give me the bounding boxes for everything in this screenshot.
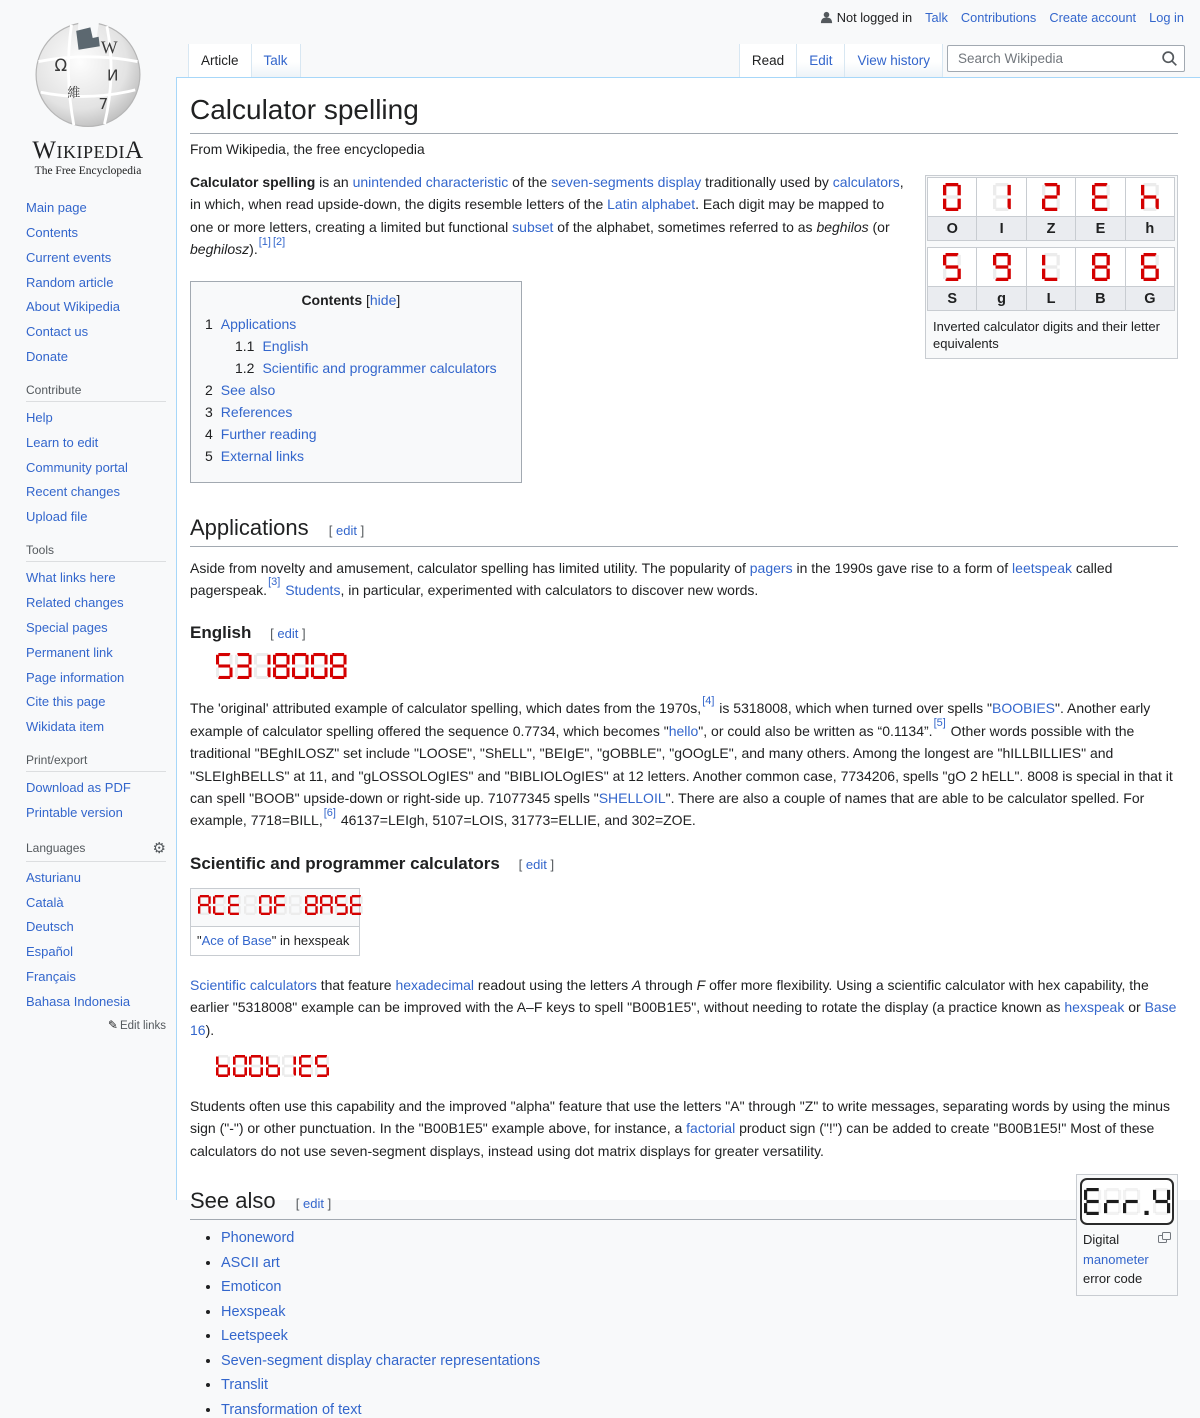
- wikipedia-globe-icon: [29, 12, 147, 130]
- see-also-link-seven-segment-display-character-representations[interactable]: Seven-segment display character representations: [221, 1352, 541, 1369]
- list-item: [221, 1230, 1178, 1246]
- ace-of-base-caption: "Ace of Base" in hexspeak: [191, 927, 359, 955]
- edit-link-scientific[interactable]: [ edit ]: [518, 856, 555, 872]
- segment-digit-cell: [1125, 177, 1175, 217]
- sidebar-section-print-export: [26, 753, 166, 823]
- sidebar-item-about-wikipedia[interactable]: About Wikipedia: [26, 299, 120, 315]
- inline-link[interactable]: pagers: [749, 559, 793, 576]
- sidebar-section-main: [26, 199, 166, 367]
- manometer-caption: Digital manometer error code: [1080, 1225, 1174, 1292]
- sidebar-section-contribute: [26, 383, 166, 527]
- footnote-ref[interactable]: [4]: [702, 694, 715, 707]
- letter-cell: g: [976, 286, 1026, 311]
- wikipedia-tagline: The Free Encyclopedia: [34, 165, 142, 177]
- tab-view-history[interactable]: View history: [844, 44, 943, 78]
- segment-digit-cell: [1026, 177, 1076, 217]
- heading-english: English [ edit ]: [190, 623, 306, 643]
- see-also-link-emoticon[interactable]: Emoticon: [221, 1279, 282, 1296]
- toc-item[interactable]: 3 References: [205, 403, 293, 420]
- toc-item[interactable]: 2 See also: [205, 381, 276, 398]
- sidebar-item-learn-to-edit[interactable]: Learn to edit: [26, 434, 99, 450]
- see-also-link-hexspeak[interactable]: Hexspeak: [221, 1303, 286, 1320]
- inline-link[interactable]: hexadecimal: [395, 976, 475, 993]
- footnote-ref[interactable]: [2]: [272, 235, 286, 248]
- inline-link[interactable]: hello: [668, 722, 699, 739]
- inline-link[interactable]: hexspeak: [1064, 999, 1125, 1016]
- see-also-link-translit[interactable]: Translit: [221, 1377, 268, 1394]
- edit-link-english[interactable]: [ edit ]: [270, 626, 306, 642]
- segment-digit-cell: [976, 177, 1026, 217]
- scientific-paragraph-1: Scientific calculators that feature hexadecimal readout using the letters A through F offer more flexibility. Using a scientific calculator with hex capability, the earlier "5318008" example can be improved with the A–F keys to spell "B00B1E5", without needing to rotate the display (a practice known as hexspeak or Base 16).: [190, 976, 1177, 1038]
- digit-table-caption: Inverted calculator digits and their letter equivalents: [933, 319, 1160, 352]
- list-item: [221, 1353, 1178, 1369]
- edit-link-applications[interactable]: [ edit ]: [328, 522, 365, 538]
- inline-link[interactable]: calculators: [832, 174, 900, 190]
- heading-scientific: Scientific and programmer calculators [ edit ]: [190, 853, 555, 873]
- edit-interlanguage-links[interactable]: ✎ Edit links: [107, 1017, 166, 1032]
- scientific-paragraph-2: Students often use this capability and the improved "alpha" feature that use the letters "A" through "Z" to write messages, separating words by using the minus sign ("-") or other punctuation. In the "B00B1E5" example above, for instance, a factorial product sign ("!") can be added to create "B00B1E5!" Most of these calculators do not use seven-segment displays, instead using dot matrix displays for greater versatility.: [190, 1098, 1171, 1159]
- inline-link[interactable]: SHELLOIL: [598, 789, 666, 806]
- list-item: [221, 1279, 1178, 1295]
- sidebar-item-catal-[interactable]: Català: [26, 894, 64, 910]
- segment-digit-cell: [1075, 247, 1125, 287]
- namespace-tabs: [188, 44, 301, 78]
- segment-digit-cell: [1075, 177, 1125, 217]
- letter-cell: B: [1075, 286, 1125, 311]
- segment-digit-cell: [1125, 247, 1175, 287]
- sidebar-item-fran-ais[interactable]: Français: [26, 969, 76, 985]
- user-status: Not logged in: [820, 10, 912, 25]
- personal-link-talk[interactable]: Talk: [925, 10, 948, 25]
- list-item: [221, 1304, 1178, 1320]
- toc-item[interactable]: 4 Further reading: [205, 425, 317, 442]
- sidebar-item-special-pages[interactable]: Special pages: [26, 619, 108, 635]
- letter-cell: I: [976, 216, 1026, 241]
- site-subtitle: From Wikipedia, the free encyclopedia: [190, 142, 425, 157]
- footnote-ref[interactable]: [5]: [933, 717, 946, 730]
- footnote-ref[interactable]: [6]: [323, 806, 336, 819]
- heading-see-also: See also [ edit ]: [190, 1188, 1178, 1220]
- inline-link[interactable]: Students: [285, 581, 341, 598]
- toc-item[interactable]: 1 Applications: [205, 315, 297, 332]
- segment-display-ace-of-base: [198, 895, 363, 915]
- personal-link-create-account[interactable]: Create account: [1049, 10, 1137, 25]
- letter-cell: L: [1026, 286, 1076, 311]
- toc-item[interactable]: 1.1 English: [235, 337, 309, 354]
- segment-display-b00b1e5: [216, 1055, 329, 1077]
- article-content: [176, 77, 1200, 1418]
- inline-link[interactable]: Ace of Base: [201, 932, 272, 948]
- page-title: Calculator spelling: [190, 94, 1178, 134]
- sidebar-item-current-events[interactable]: Current events: [26, 249, 112, 265]
- svg-text:Ω: Ω: [54, 55, 68, 75]
- search-box: [947, 45, 1185, 72]
- edit-link-see-also[interactable]: [ edit ]: [295, 1196, 332, 1212]
- list-item: [221, 1402, 1178, 1418]
- inline-link[interactable]: Latin alphabet: [607, 196, 696, 213]
- inline-link[interactable]: Base 16: [190, 999, 1177, 1038]
- sidebar-section-title: Contribute: [26, 382, 82, 397]
- footnote-ref[interactable]: [3]: [268, 576, 281, 589]
- footnote-ref[interactable]: [1]: [258, 235, 271, 248]
- letter-cell: G: [1125, 286, 1175, 311]
- inline-link[interactable]: factorial: [686, 1120, 736, 1137]
- segment-digit-cell: [976, 247, 1026, 287]
- sidebar: [0, 0, 176, 1200]
- inline-link[interactable]: unintended characteristic: [352, 174, 509, 190]
- applications-paragraph: Aside from novelty and amusement, calculator spelling has limited utility. The popularity of pagers in the 1990s gave rise to a form of leetspeak called pagerspeak.[3] Students, in particular, experimented with calculators to discover new words.: [190, 559, 1113, 598]
- tab-talk[interactable]: Talk: [251, 44, 301, 78]
- manometer-lcd-image: [1080, 1178, 1174, 1225]
- letter-cell: O: [927, 216, 977, 241]
- sidebar-item-asturianu[interactable]: Asturianu: [26, 869, 81, 885]
- segment-digit-cell: [927, 247, 977, 287]
- sidebar-item-community-portal[interactable]: Community portal: [26, 459, 128, 475]
- heading-applications: Applications [ edit ]: [190, 515, 1178, 547]
- sidebar-item-page-information[interactable]: Page information: [26, 669, 125, 685]
- search-icon[interactable]: [1161, 50, 1178, 67]
- personal-link-contributions[interactable]: Contributions: [960, 10, 1037, 25]
- sidebar-item-espa-ol[interactable]: Español: [26, 944, 73, 960]
- tab-edit[interactable]: Edit: [796, 44, 844, 78]
- toc-item[interactable]: 5 External links: [205, 447, 305, 464]
- sidebar-item-main-page[interactable]: Main page: [26, 200, 87, 215]
- list-item: [221, 1255, 1178, 1271]
- see-also-list: [190, 1230, 1178, 1418]
- sidebar-item-wikidata-item[interactable]: Wikidata item: [26, 719, 105, 735]
- toc-hide-toggle[interactable]: [hide]: [366, 291, 401, 308]
- svg-text:7: 7: [98, 94, 109, 113]
- sidebar-item-upload-file[interactable]: Upload file: [26, 509, 88, 525]
- table-of-contents: [190, 281, 522, 483]
- personal-link-log-in[interactable]: Log in: [1149, 10, 1184, 25]
- enlarge-icon[interactable]: [1158, 1232, 1171, 1244]
- see-also-link-transformation-of-text[interactable]: Transformation of text: [221, 1401, 362, 1418]
- segment-display-5318008: [216, 653, 347, 679]
- inline-link[interactable]: seven-segments display: [551, 174, 702, 190]
- page-header: [176, 0, 1200, 77]
- search-input[interactable]: [956, 50, 1161, 67]
- sidebar-item-cite-this-page[interactable]: Cite this page: [26, 694, 106, 710]
- sidebar-item-help[interactable]: Help: [26, 409, 53, 425]
- see-also-link-ascii-art[interactable]: ASCII art: [221, 1254, 280, 1271]
- see-also-link-phoneword[interactable]: Phoneword: [221, 1230, 295, 1247]
- sidebar-item-download-as-pdf[interactable]: Download as PDF: [26, 780, 131, 796]
- sidebar-item-what-links-here[interactable]: What links here: [26, 570, 116, 586]
- sidebar-section-tools: [26, 543, 166, 737]
- inline-link[interactable]: manometer: [1083, 1251, 1149, 1267]
- view-tabs: [739, 44, 943, 78]
- sidebar-item-printable-version[interactable]: Printable version: [26, 804, 123, 820]
- toc-item[interactable]: 1.2 Scientific and programmer calculators: [235, 359, 497, 376]
- sidebar-item-donate[interactable]: Donate: [26, 349, 68, 365]
- svg-text:И: И: [107, 66, 119, 85]
- list-item: [221, 1328, 1178, 1344]
- toc-list: [205, 316, 497, 464]
- user-icon: [820, 11, 833, 24]
- sidebar-item-bahasa-indonesia[interactable]: Bahasa Indonesia: [26, 993, 131, 1009]
- personal-bar: [820, 10, 1184, 25]
- segment-digit-cell: [927, 177, 977, 217]
- sidebar-item-permanent-link[interactable]: Permanent link: [26, 644, 113, 660]
- segment-display-err4: [1084, 1188, 1170, 1215]
- sidebar-item-contents[interactable]: Contents: [26, 224, 79, 240]
- sidebar-nav: [0, 199, 176, 1032]
- sidebar-section-languages: [26, 839, 166, 1032]
- sidebar-item-contact-us[interactable]: Contact us: [26, 324, 89, 340]
- sidebar-section-title: Tools: [26, 543, 55, 558]
- manometer-thumb[interactable]: [1076, 1174, 1178, 1296]
- letter-cell: Z: [1026, 216, 1076, 241]
- sidebar-section-title: Languages: [26, 840, 86, 855]
- sidebar-section-title: Print/export: [26, 753, 88, 768]
- see-also-link-leetspeek[interactable]: Leetspeek: [221, 1328, 288, 1345]
- svg-text:維: 維: [67, 85, 81, 101]
- inline-link[interactable]: Scientific calculators: [190, 976, 317, 993]
- segment-digit-cell: [1026, 247, 1076, 287]
- inline-link[interactable]: subset: [512, 218, 554, 235]
- toc-title: Contents [hide]: [301, 291, 401, 308]
- wikipedia-wordmark: WikipediA: [32, 137, 144, 164]
- sidebar-item-related-changes[interactable]: Related changes: [26, 594, 124, 610]
- list-item: [221, 1377, 1178, 1393]
- inline-link[interactable]: BOOBIES: [992, 700, 1056, 717]
- letter-cell: S: [927, 286, 977, 311]
- sidebar-item-random-article[interactable]: Random article: [26, 274, 114, 290]
- letter-cell: E: [1075, 216, 1125, 241]
- inverted-digits-table: [925, 175, 1178, 359]
- pencil-icon: ✎: [107, 1017, 118, 1032]
- tab-article[interactable]: Article: [188, 44, 251, 78]
- gear-icon[interactable]: ⚙: [152, 839, 166, 857]
- letter-cell: h: [1125, 216, 1175, 241]
- wikipedia-logo[interactable]: [0, 0, 176, 177]
- ace-of-base-thumb[interactable]: [190, 888, 360, 956]
- inline-link[interactable]: leetspeak: [1012, 559, 1072, 576]
- sidebar-item-recent-changes[interactable]: Recent changes: [26, 484, 120, 500]
- english-paragraph: The 'original' attributed example of calculator spelling, which dates from the 1970s,[4] is 5318008, which when turned over spells "BOOBIES". Another early example of calculator spelling offered the sequence 0.7734, which becomes "hello", or could also be written as “0.1134”.[5] Other words possible with the traditional "BEghILOSZ" set include "LOOSE", "ShELL", "BEIgE", "gOBBLE", "gOOgLE", and many others. Among the longest are "hILLBILLIES" and "SLEIghBELLS" at 11, and "gLOSSOLOgIES" and "BIBLIOLOgIES" at 12 letters. Another common case, 7734206, spells "gO 2 hELL". 8008 is special in that it can spell "BOOB" upside-down or right-side up. 71077345 spells "SHELLOIL". There are also a couple of names that are able to be calculator spelled. For example, 7718=BILL,[6] 46137=LEIgh, 5107=LOIS, 31773=ELLIE, and 302=ZOE.: [190, 694, 1173, 829]
- ace-of-base-image: [191, 889, 359, 927]
- sidebar-item-deutsch[interactable]: Deutsch: [26, 919, 74, 935]
- svg-text:W: W: [100, 37, 118, 58]
- intro-paragraph: Calculator spelling is an unintended characteristic of the seven-segments display traditionally used by calculators, in which, when read upside-down, the digits resemble letters of the Latin alphabet. Each digit may be mapped to one or more letters, creating a limited but functional subset of the alphabet, sometimes referred to as beghilos (or beghilosz).[1] [2]: [190, 174, 904, 258]
- tab-read[interactable]: Read: [739, 44, 796, 78]
